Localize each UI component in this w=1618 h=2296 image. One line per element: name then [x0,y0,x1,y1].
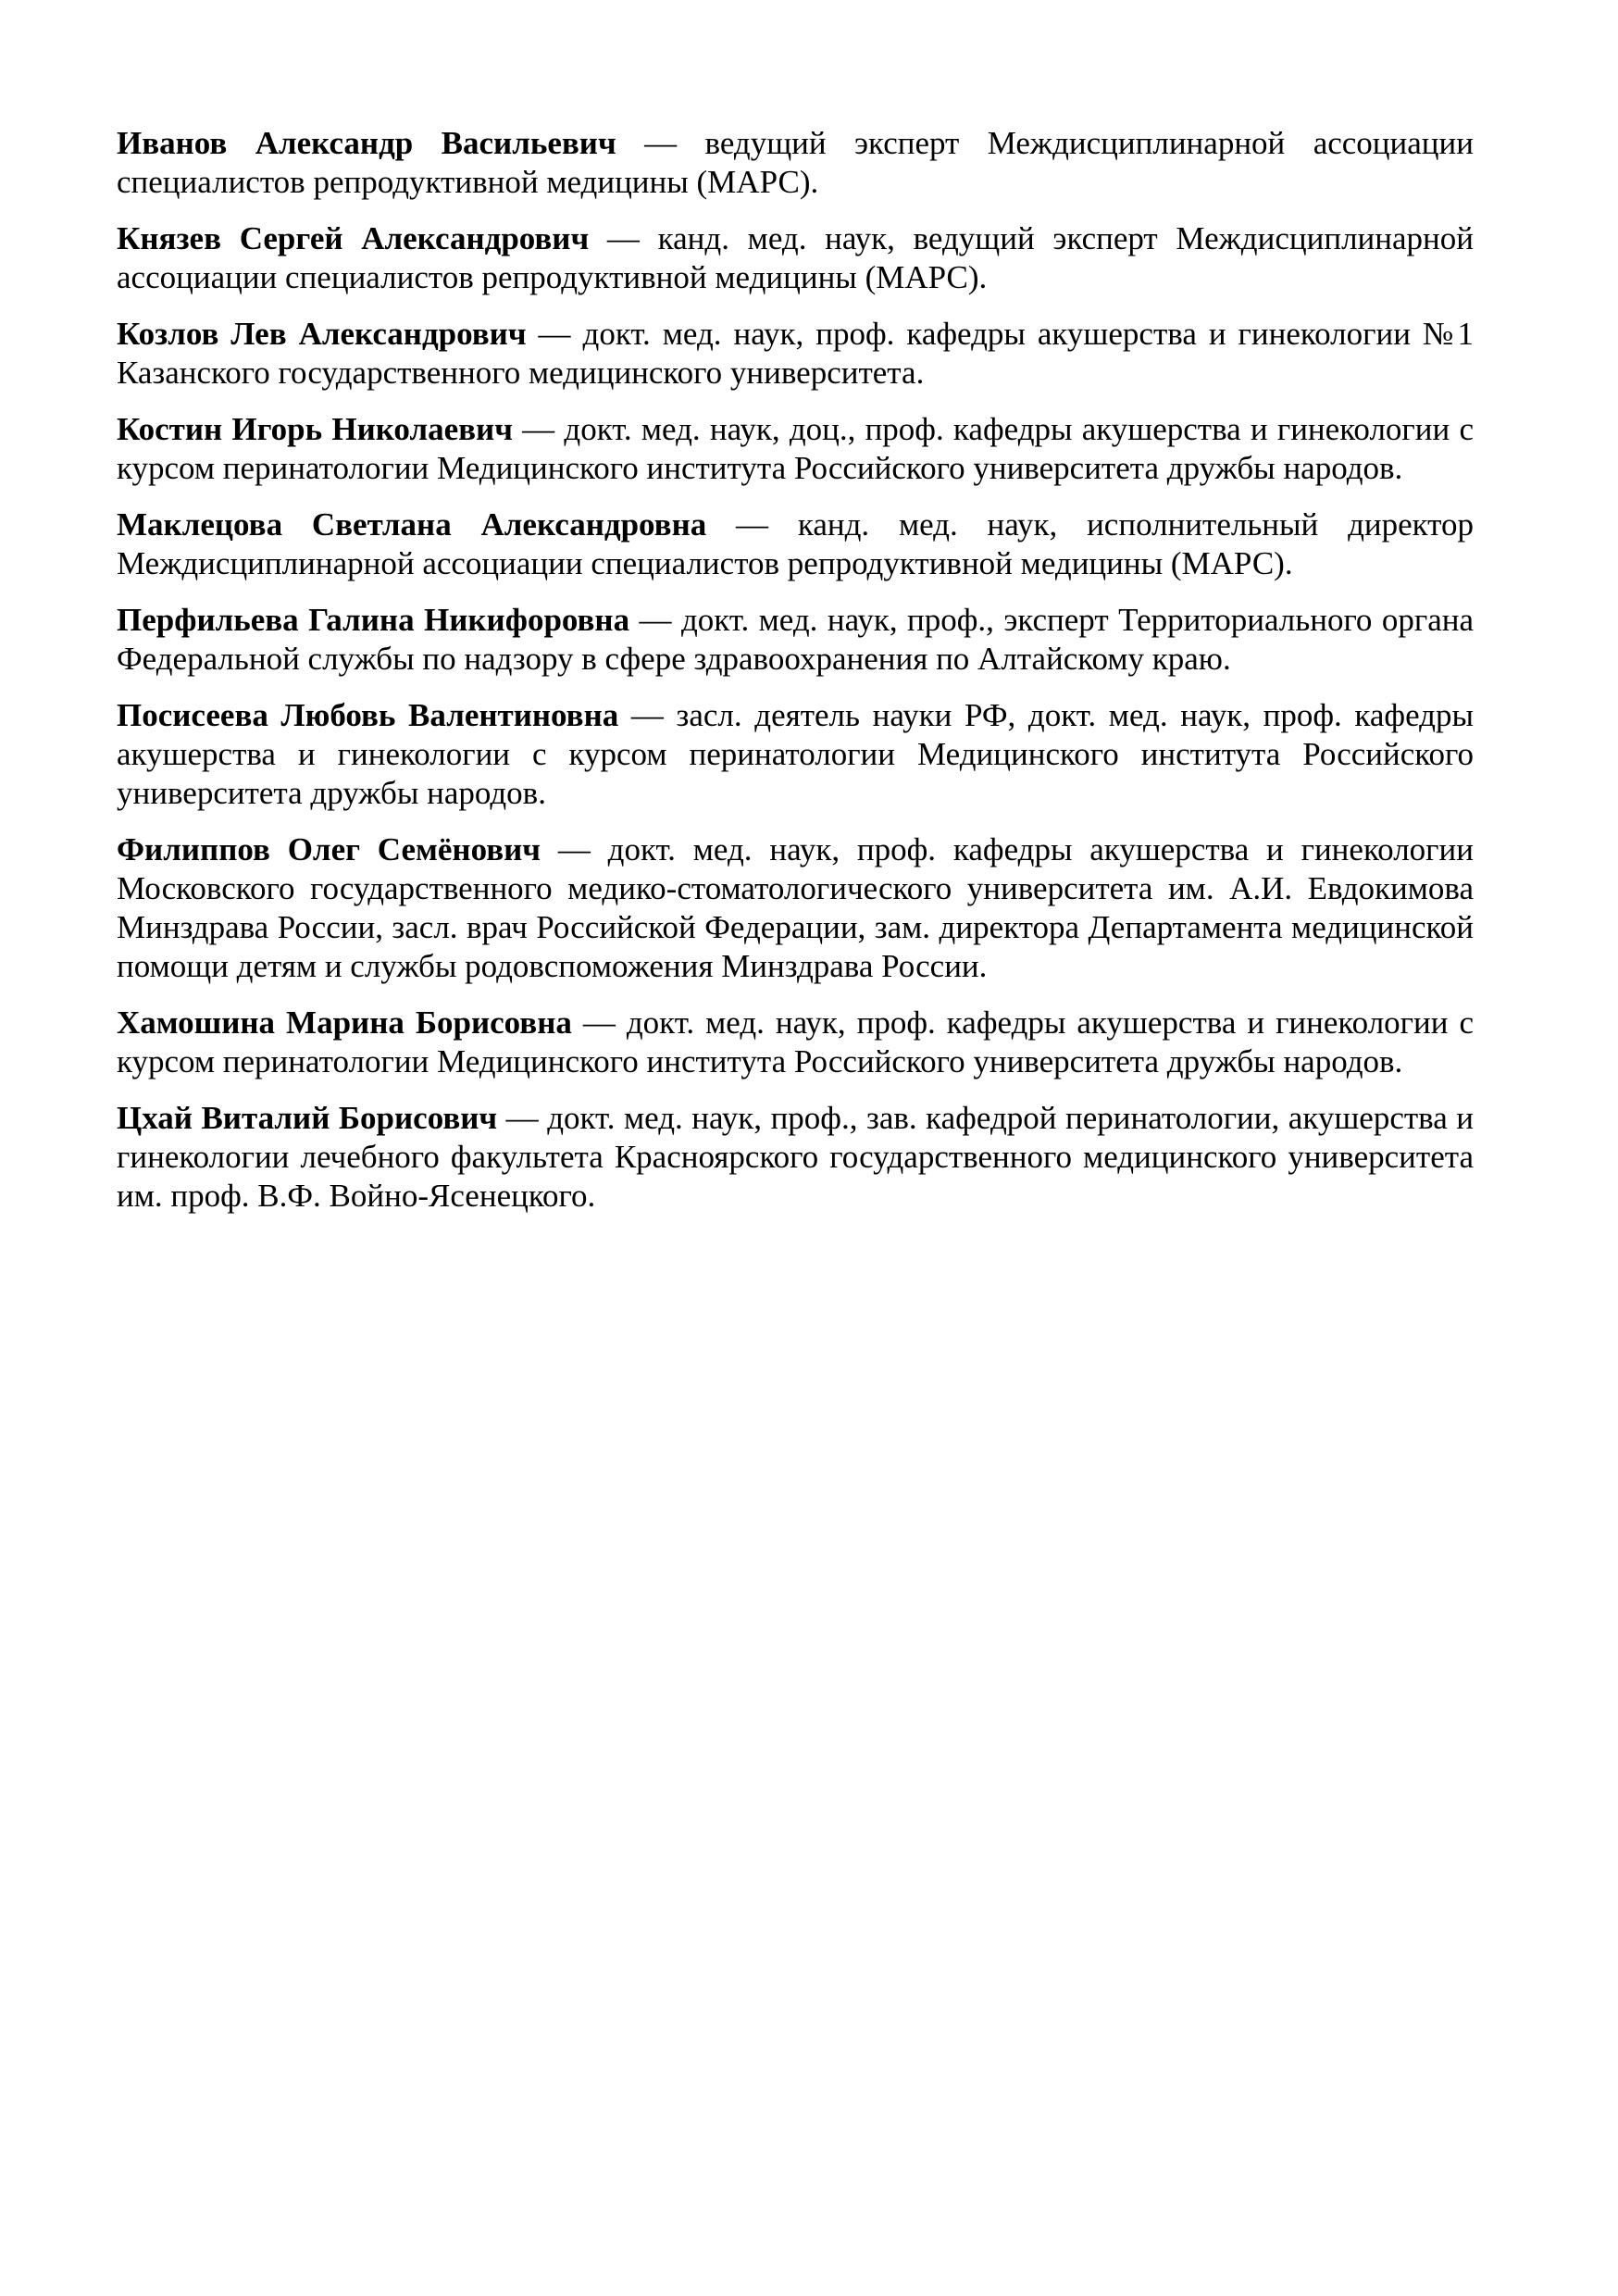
contributor-description: докт. мед. наук, проф., эксперт Территориального органа Федеральной службы по надзору в сфере здравоохранения по Алтайскому краю. [117,602,1475,677]
contributor-description: докт. мед. наук, проф. кафедры акушерства и гинекологии №1 Казанского государственного медицинского университета. [117,316,1475,391]
contributor-entry [117,830,1474,986]
entry-separator: — [618,697,677,733]
contributor-description: канд. мед. наук, ведущий эксперт Междисциплинарной ассоциации специалистов репродуктивной медицины (МАРС). [117,220,1474,295]
entry-separator: — [571,1004,627,1041]
contributor-description: докт. мед. наук, проф. кафедры акушерства и гинекологии с курсом перинатологии Медицинского института Российского университета дружбы народов. [117,1004,1475,1079]
entry-separator: — [526,316,583,352]
contributor-name: Иванов Александр Васильевич [117,125,616,161]
contributor-name: Костин Игорь Николаевич [117,411,513,447]
contributor-description: докт. мед. наук, проф., зав. кафедрой перинатологии, акушерства и гинекологии лечебного факультета Красноярского государственного медицинского университета им. проф. В.Ф. Войно-Ясенецкого. [117,1100,1475,1214]
contributor-description: ведущий эксперт Междисциплинарной ассоциации специалистов репродуктивной медицины (МАРС). [117,125,1474,200]
contributor-entry [117,219,1474,297]
contributor-name: Цхай Виталий Борисович [117,1100,498,1136]
contributor-name: Князев Сергей Александрович [117,220,590,256]
contributor-entry [117,1004,1474,1081]
entry-separator: — [541,831,608,867]
entry-separator: — [512,411,565,447]
entry-separator: — [629,602,681,638]
entry-separator: — [706,506,798,543]
contributor-entry [117,410,1474,488]
contributor-entry [117,124,1474,202]
contributor-description: докт. мед. наук, проф. кафедры акушерства и гинекологии Московского государственного медико-стоматологического университета им. А.И. Евдокимова Минздрава России, засл. врач Российской Федерации, зам. директора Департамента медицинской помощи детям и службы родовспоможения Минздрава России. [117,831,1474,984]
entry-separator: — [589,220,658,256]
contributor-name: Козлов Лев Александрович [117,316,527,352]
contributor-name: Филиппов Олег Семёнович [117,831,541,867]
contributor-name: Перфильева Галина Никифоровна [117,602,630,638]
contributor-description: засл. деятель науки РФ, докт. мед. наук, проф. кафедры акушерства и гинекологии с курсом перинатологии Медицинского института Российского университета дружбы народов. [117,697,1474,811]
contributor-name: Хамошина Марина Борисовна [117,1004,572,1041]
contributor-entry [117,696,1474,813]
contributor-description: канд. мед. наук, исполнительный директор Междисциплинарной ассоциации специалистов репродуктивной медицины (МАРС). [117,506,1475,581]
contributor-entry [117,505,1474,583]
contributor-entry [117,601,1474,679]
entry-separator: — [497,1100,548,1136]
entry-separator: — [616,125,705,161]
contributor-name: Посисеева Любовь Валентиновна [117,697,619,733]
contributor-entry [117,1099,1474,1216]
contributor-entry [117,315,1474,393]
contributors-list [117,124,1474,1233]
contributor-description: докт. мед. наук, доц., проф. кафедры акушерства и гинекологии с курсом перинатологии Медицинского института Российского университета дружбы народов. [117,411,1474,486]
contributor-name: Маклецова Светлана Александровна [117,506,707,543]
